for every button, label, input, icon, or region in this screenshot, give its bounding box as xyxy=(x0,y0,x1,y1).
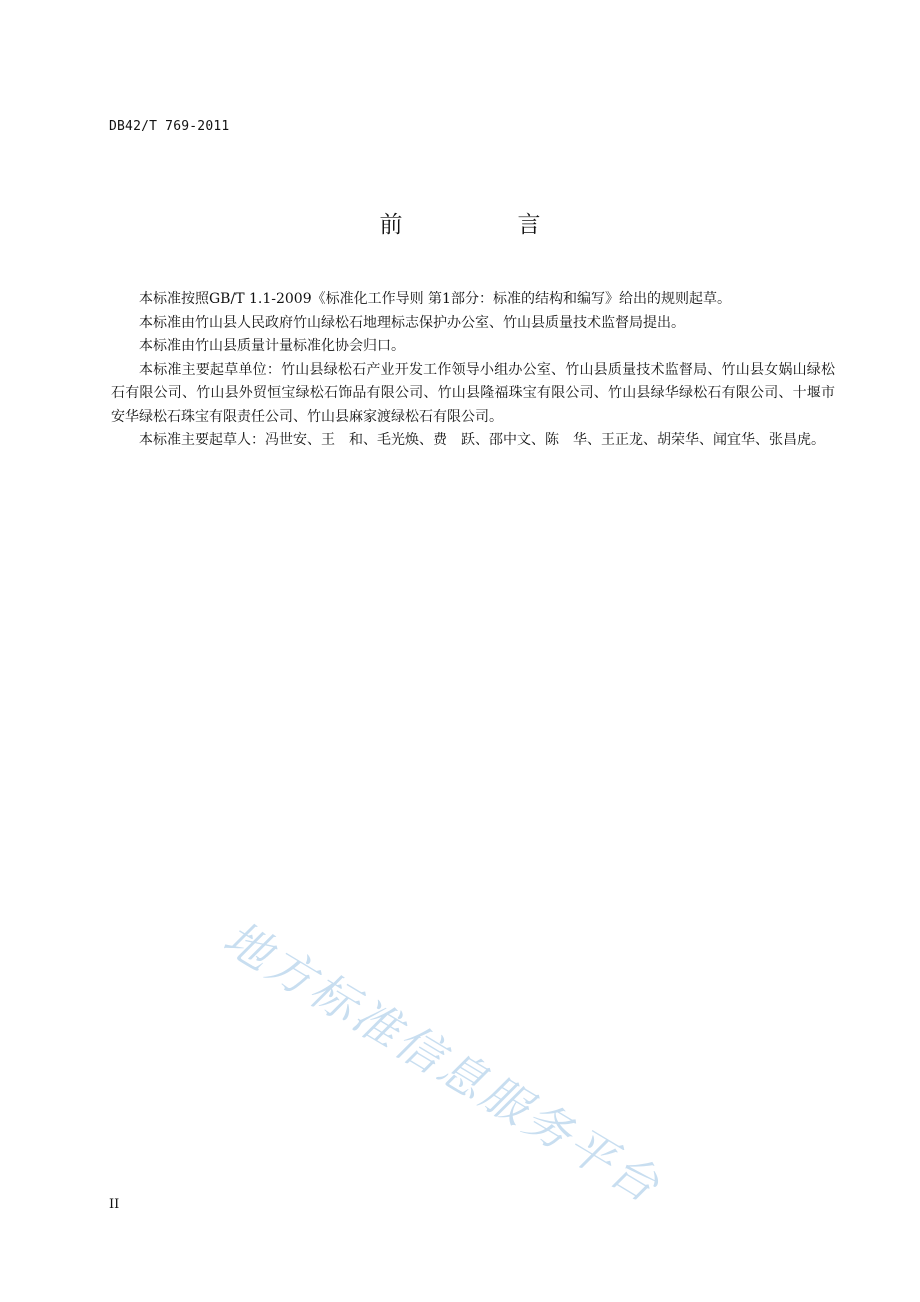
watermark: 地方标准信息服务平台 xyxy=(214,910,671,1215)
paragraph-drafting-units: 本标准主要起草单位：竹山县绿松石产业开发工作领导小组办公室、竹山县质量技术监督局、竹山县女娲山绿松石有限公司、竹山县外贸恒宝绿松石饰品有限公司、竹山县隆福珠宝有限公司、竹山县绿华绿松石有限公司、十堰市安华绿松石珠宝有限责任公司、竹山县麻家渡绿松石有限公司。 xyxy=(111,361,835,425)
paragraph-proposer: 本标准由竹山县人民政府竹山绿松石地理标志保护办公室、竹山县质量技术监督局提出。 xyxy=(139,314,685,331)
page-number: II xyxy=(109,1197,120,1212)
document-code: DB42/T 769-2011 xyxy=(109,119,230,134)
paragraph-administration: 本标准由竹山县质量计量标准化协会归口。 xyxy=(139,338,405,354)
paragraph-drafters: 本标准主要起草人：冯世安、王 和、毛光焕、费 跃、邵中文、陈 华、王正龙、胡荣华、闻宜华、张昌虎。 xyxy=(139,432,825,448)
paragraph-drafting-rules: 本标准按照GB/T 1.1-2009《标准化工作导则 第1部分：标准的结构和编写》给出的规则起草。 xyxy=(139,291,731,307)
foreword-body xyxy=(111,288,835,453)
page-title: 前 言 xyxy=(379,212,587,238)
